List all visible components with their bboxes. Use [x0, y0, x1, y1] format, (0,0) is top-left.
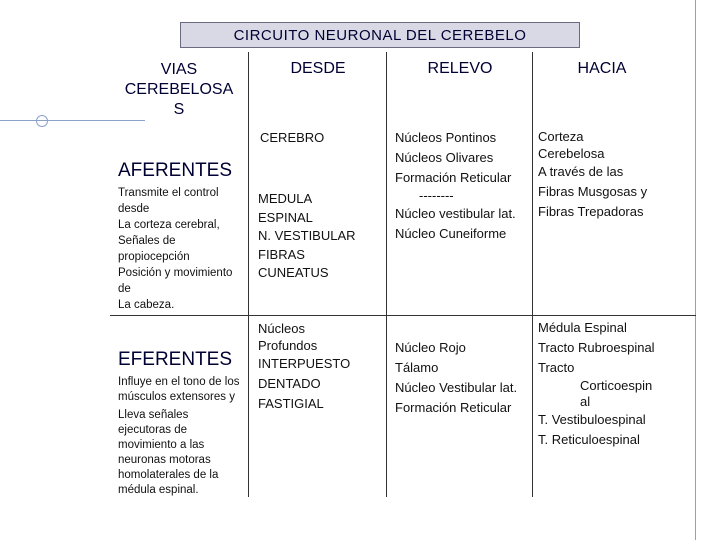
- description-line: homolaterales de la: [118, 469, 219, 481]
- decorative-horizontal-line: [0, 120, 145, 121]
- description-line: de: [118, 283, 131, 295]
- relevo-item: Núcleos Pontinos: [395, 130, 497, 145]
- description-line: músculos extensores y: [118, 391, 235, 403]
- relevo-item: Formación Reticular: [395, 170, 512, 185]
- header-vias: [112, 60, 246, 120]
- hacia-item: Médula Espinal: [538, 320, 627, 335]
- description-line: La corteza cerebral,: [118, 219, 220, 231]
- relevo-item: --------: [419, 188, 454, 203]
- desde-item: ESPINAL: [258, 209, 313, 225]
- relevo-item: Núcleo Vestibular lat.: [395, 380, 518, 395]
- hacia-item: Fibras Trepadoras: [538, 204, 644, 219]
- hacia-item: Fibras Musgosas y: [538, 184, 648, 199]
- aferentes-desde-top: CEREBRO: [260, 130, 325, 145]
- eferentes-description: [118, 375, 248, 498]
- header-relevo: RELEVO: [427, 60, 493, 77]
- desde-item: FASTIGIAL: [258, 396, 324, 411]
- relevo-item: Núcleo vestibular lat.: [395, 206, 516, 221]
- header-vias-line: S: [173, 101, 185, 118]
- description-line: Influye en el tono de los: [118, 376, 240, 388]
- decorative-vertical-line: [695, 0, 696, 540]
- hacia-item: Corteza: [538, 129, 584, 144]
- hacia-item: Tracto: [538, 360, 575, 375]
- description-line: La cabeza.: [118, 299, 175, 311]
- decorative-circle: [36, 115, 48, 127]
- desde-item: Núcleos: [258, 321, 305, 336]
- page-title: CIRCUITO NEURONAL DEL CEREBELO: [233, 27, 527, 44]
- row-divider: [110, 315, 696, 316]
- description-line: desde: [118, 203, 150, 215]
- desde-item: CUNEATUS: [258, 265, 329, 280]
- aferentes-hacia: [538, 128, 647, 222]
- header-vias-line: CEREBELOSA: [124, 81, 234, 98]
- relevo-item: Núcleo Rojo: [395, 340, 466, 355]
- column-divider-3: [532, 52, 533, 497]
- description-line: Transmite el control: [118, 187, 219, 199]
- hacia-item: Corticoespin: [580, 378, 653, 393]
- description-line: Señales de: [118, 235, 176, 247]
- title-box: [180, 22, 580, 48]
- aferentes-label: AFERENTES: [118, 160, 233, 181]
- aferentes-description: [118, 185, 248, 313]
- desde-item: FIBRAS: [258, 246, 305, 262]
- description-line: neuronas motoras: [118, 454, 211, 466]
- description-line: ejecutoras de: [118, 424, 188, 436]
- hacia-item: Tracto Rubroespinal: [538, 340, 655, 355]
- aferentes-desde-list: [258, 190, 356, 283]
- column-divider-2: [386, 52, 387, 497]
- header-desde: DESDE: [290, 60, 346, 77]
- header-hacia: HACIA: [577, 60, 627, 77]
- description-line: propiocepción: [118, 251, 190, 263]
- desde-item: MEDULA: [258, 191, 313, 206]
- relevo-item: Núcleos Olivares: [395, 150, 494, 165]
- hacia-item: T. Vestibuloespinal: [538, 412, 646, 427]
- desde-item: DENTADO: [258, 376, 321, 391]
- relevo-item: Tálamo: [395, 360, 439, 375]
- desde-item: INTERPUESTO: [258, 356, 351, 371]
- description-line: movimiento a las: [118, 439, 205, 451]
- header-vias-line: VIAS: [160, 61, 198, 78]
- description-line: Lleva señales: [118, 409, 189, 421]
- hacia-item: A través de las: [538, 164, 624, 179]
- description-line: médula espinal.: [118, 484, 199, 496]
- eferentes-desde: [258, 320, 350, 414]
- hacia-item: al: [580, 394, 591, 409]
- aferentes-relevo: [395, 128, 516, 244]
- relevo-item: Formación Reticular: [395, 400, 512, 415]
- eferentes-relevo: [395, 338, 517, 418]
- eferentes-hacia: [538, 318, 655, 450]
- column-divider-1: [248, 52, 249, 497]
- hacia-item: Cerebelosa: [538, 146, 605, 161]
- desde-item: Profundos: [258, 338, 318, 353]
- hacia-item: T. Reticuloespinal: [538, 432, 640, 447]
- eferentes-label: EFERENTES: [118, 349, 233, 370]
- relevo-item: Núcleo Cuneiforme: [395, 226, 507, 241]
- desde-item: N. VESTIBULAR: [258, 228, 356, 243]
- description-line: Posición y movimiento: [118, 267, 233, 279]
